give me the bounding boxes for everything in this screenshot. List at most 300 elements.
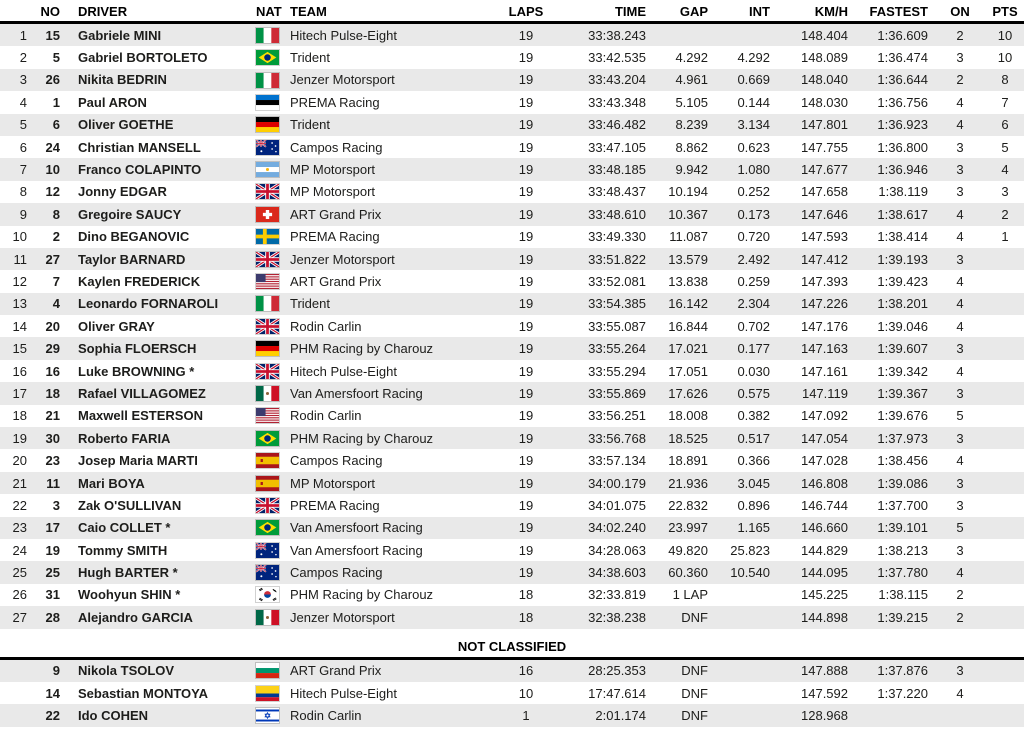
cell-fastest: 1:36.923	[877, 117, 928, 133]
cell-time: 34:38.603	[588, 565, 646, 581]
cell-kmh: 147.888	[801, 663, 848, 679]
cell-pts: 8	[1001, 72, 1009, 88]
cell-nat	[244, 315, 290, 337]
cell-no: 8	[52, 206, 60, 222]
cell-nat	[244, 658, 290, 682]
cell-pts: 1	[1001, 229, 1009, 245]
cell-nat	[244, 158, 290, 180]
cell-no: 15	[45, 27, 60, 43]
cell-nat	[244, 449, 290, 471]
cell-pos: 11	[13, 251, 27, 267]
cell-laps: 19	[518, 94, 534, 110]
result-row	[0, 360, 1024, 382]
cell-on: 5	[956, 408, 964, 424]
cell-on: 3	[956, 341, 964, 357]
cell-driver: Zak O'SULLIVAN	[78, 497, 182, 513]
cell-team: ART Grand Prix	[290, 206, 382, 222]
cell-gap: 11.087	[669, 229, 708, 245]
cell-fastest: 1:39.101	[877, 520, 928, 536]
cell-pts: 10	[997, 27, 1013, 43]
cell-int: 0.030	[737, 363, 770, 379]
cell-int: 25.823	[730, 542, 770, 558]
cell-no: 19	[45, 542, 60, 558]
cell-fastest: 1:38.617	[877, 206, 928, 222]
cell-pos: 4	[19, 94, 27, 110]
cell-gap: 10.194	[668, 184, 708, 200]
result-row	[0, 405, 1024, 427]
cell-no: 4	[52, 296, 60, 312]
cell-on: 2	[956, 609, 964, 625]
cell-kmh: 147.161	[801, 363, 848, 379]
cell-kmh: 148.089	[801, 50, 848, 66]
result-row	[0, 158, 1024, 180]
cell-time: 33:55.869	[588, 385, 646, 401]
cell-laps: 19	[518, 162, 534, 178]
cell-on: 4	[956, 206, 964, 222]
cell-team: Van Amersfoort Racing	[290, 542, 423, 558]
cell-pts	[986, 449, 1024, 471]
result-row	[0, 23, 1024, 47]
cell-no: 25	[45, 565, 60, 581]
cell-laps: 19	[518, 117, 534, 133]
cell-driver: Nikita BEDRIN	[78, 72, 167, 88]
flag-usa-icon	[256, 274, 279, 289]
cell-pos: 26	[12, 587, 27, 603]
cell-fastest: 1:36.474	[877, 50, 928, 66]
cell-no: 22	[45, 708, 60, 724]
cell-driver: Franco COLAPINTO	[78, 162, 202, 178]
cell-kmh: 147.028	[801, 453, 848, 469]
cell-int: 0.720	[737, 229, 770, 245]
flag-kor-icon	[256, 587, 279, 602]
cell-kmh: 147.801	[801, 117, 848, 133]
flag-esp-icon	[256, 453, 279, 468]
result-row	[0, 584, 1024, 606]
result-row	[0, 181, 1024, 203]
cell-laps: 10	[518, 685, 534, 701]
cell-int: 0.366	[737, 453, 770, 469]
result-row	[0, 427, 1024, 449]
cell-laps: 19	[518, 72, 534, 88]
cell-on	[934, 704, 986, 726]
result-row	[0, 472, 1024, 494]
cell-pts: 7	[1001, 94, 1009, 110]
cell-no: 18	[45, 385, 60, 401]
cell-int: 10.540	[730, 565, 770, 581]
cell-nat	[244, 517, 290, 539]
cell-driver: Josep Maria MARTI	[78, 453, 198, 469]
cell-nat	[244, 561, 290, 583]
cell-team: Jenzer Motorsport	[290, 72, 395, 88]
cell-fastest: 1:36.756	[877, 94, 928, 110]
cell-on: 4	[956, 117, 964, 133]
cell-pos: 10	[12, 229, 27, 245]
flag-ita-icon	[256, 28, 279, 43]
cell-nat	[244, 405, 290, 427]
cell-laps: 19	[518, 408, 534, 424]
cell-laps: 19	[518, 475, 534, 491]
cell-no: 16	[45, 363, 60, 379]
col-header-team: TEAM	[290, 2, 498, 23]
cell-nat	[244, 539, 290, 561]
cell-time: 34:01.075	[588, 497, 646, 513]
col-header-driver: DRIVER	[64, 2, 244, 23]
cell-laps: 19	[518, 184, 534, 200]
cell-pts	[986, 270, 1024, 292]
cell-gap: 49.820	[668, 542, 708, 558]
cell-kmh: 146.660	[801, 520, 848, 536]
cell-fastest: 1:36.609	[877, 27, 928, 43]
cell-fastest: 1:39.215	[877, 609, 928, 625]
cell-team: Hitech Pulse-Eight	[290, 685, 397, 701]
result-row	[0, 293, 1024, 315]
cell-pos: 16	[12, 363, 27, 379]
cell-pos: 12	[12, 273, 27, 289]
cell-pts: 3	[1001, 184, 1009, 200]
cell-team: Trident	[290, 117, 330, 133]
cell-kmh: 147.592	[801, 685, 848, 701]
cell-pos: 1	[19, 27, 27, 43]
cell-pos: 8	[19, 184, 27, 200]
result-row	[0, 382, 1024, 404]
cell-gap: 17.051	[668, 363, 708, 379]
cell-pos: 23	[12, 520, 27, 536]
cell-driver: Ido COHEN	[78, 708, 149, 724]
cell-nat	[244, 704, 290, 726]
cell-kmh: 147.054	[801, 430, 848, 446]
cell-driver: Gregoire SAUCY	[78, 206, 182, 222]
cell-no: 6	[52, 117, 60, 133]
cell-kmh: 147.226	[801, 296, 848, 312]
flag-gbr-icon	[256, 184, 279, 199]
result-row	[0, 517, 1024, 539]
cell-time: 32:38.238	[588, 609, 646, 625]
cell-on: 3	[956, 139, 964, 155]
cell-on: 4	[956, 685, 964, 701]
cell-team: Campos Racing	[290, 139, 383, 155]
cell-team: PREMA Racing	[290, 94, 380, 110]
cell-int: 0.702	[737, 318, 770, 334]
cell-team: MP Motorsport	[290, 162, 376, 178]
cell-driver: Tommy SMITH	[78, 542, 168, 558]
cell-pos: 21	[12, 475, 27, 491]
cell-driver: Jonny EDGAR	[78, 184, 167, 200]
col-header-gap: GAP	[652, 2, 714, 23]
cell-on: 3	[956, 663, 964, 679]
cell-gap: 13.838	[668, 273, 708, 289]
cell-team: Trident	[290, 296, 330, 312]
cell-team: Campos Racing	[290, 453, 383, 469]
flag-ger-icon	[256, 117, 279, 132]
cell-pts	[986, 405, 1024, 427]
flag-arg-icon	[256, 162, 279, 177]
cell-time: 2:01.174	[595, 708, 646, 724]
cell-laps: 19	[518, 139, 534, 155]
cell-time: 33:56.251	[588, 408, 646, 424]
cell-kmh: 147.412	[801, 251, 848, 267]
cell-pos: 17	[12, 385, 27, 401]
cell-time: 33:52.081	[588, 273, 646, 289]
cell-pts: 2	[1001, 206, 1009, 222]
result-row	[0, 203, 1024, 225]
flag-aus-icon	[256, 565, 279, 580]
result-row	[0, 248, 1024, 270]
cell-gap: DNF	[681, 609, 708, 625]
cell-no: 21	[45, 408, 60, 424]
cell-laps: 19	[518, 50, 534, 66]
cell-fastest: 1:37.973	[877, 430, 928, 446]
cell-driver: Leonardo FORNAROLI	[78, 296, 219, 312]
flag-ger-icon	[256, 341, 279, 356]
cell-pos: 27	[12, 609, 27, 625]
cell-int	[714, 584, 776, 606]
cell-pos: 20	[12, 453, 27, 469]
cell-gap: 1 LAP	[672, 587, 708, 603]
cell-no: 3	[52, 497, 60, 513]
cell-driver: Rafael VILLAGOMEZ	[78, 385, 206, 401]
cell-driver: Caio COLLET *	[78, 520, 171, 536]
flag-gbr-icon	[256, 498, 279, 513]
flag-aus-icon	[256, 140, 279, 155]
cell-kmh: 144.829	[801, 542, 848, 558]
cell-gap: 18.008	[668, 408, 708, 424]
cell-int: 0.177	[737, 341, 770, 357]
cell-gap: 10.367	[668, 206, 708, 222]
cell-no: 1	[52, 94, 60, 110]
cell-fastest: 1:39.423	[877, 273, 928, 289]
cell-laps: 19	[518, 318, 534, 334]
cell-gap	[652, 23, 714, 47]
cell-laps: 19	[518, 542, 534, 558]
cell-driver: Woohyun SHIN *	[78, 587, 181, 603]
cell-on: 3	[956, 184, 964, 200]
cell-int: 0.173	[737, 206, 770, 222]
result-row	[0, 449, 1024, 471]
cell-laps: 16	[518, 663, 534, 679]
cell-gap: 21.936	[668, 475, 708, 491]
flag-aus-icon	[256, 543, 279, 558]
cell-fastest: 1:37.780	[877, 565, 928, 581]
flag-sui-icon	[256, 207, 279, 222]
cell-nat	[244, 270, 290, 292]
flag-bra-icon	[256, 431, 279, 446]
cell-pts: 10	[997, 50, 1013, 66]
cell-team: PREMA Racing	[290, 497, 380, 513]
cell-int: 3.134	[737, 117, 770, 133]
cell-gap: 18.525	[668, 430, 708, 446]
cell-pos: 25	[12, 565, 27, 581]
flag-bul-icon	[256, 663, 279, 678]
cell-kmh: 147.393	[801, 273, 848, 289]
cell-nat	[244, 382, 290, 404]
cell-gap: 4.292	[675, 50, 708, 66]
cell-fastest: 1:39.367	[877, 385, 928, 401]
cell-time: 34:00.179	[588, 475, 646, 491]
cell-laps: 19	[518, 273, 534, 289]
cell-time: 33:42.535	[588, 50, 646, 66]
cell-int	[714, 23, 776, 47]
cell-no: 11	[46, 475, 60, 491]
cell-nat	[244, 181, 290, 203]
cell-on: 4	[956, 363, 964, 379]
result-row	[0, 539, 1024, 561]
flag-ita-icon	[256, 73, 279, 88]
cell-time: 33:48.610	[588, 206, 646, 222]
cell-fastest: 1:38.119	[878, 184, 928, 200]
cell-gap: 16.844	[668, 318, 708, 334]
cell-fastest: 1:37.220	[877, 685, 928, 701]
cell-pos: 7	[19, 162, 27, 178]
cell-team: PREMA Racing	[290, 229, 380, 245]
cell-pts	[986, 472, 1024, 494]
flag-swe-icon	[256, 229, 279, 244]
result-row	[0, 69, 1024, 91]
cell-gap: 18.891	[668, 453, 708, 469]
cell-driver: Hugh BARTER *	[78, 565, 178, 581]
cell-on: 3	[956, 542, 964, 558]
cell-kmh: 147.755	[801, 139, 848, 155]
cell-on: 3	[956, 50, 964, 66]
cell-kmh: 147.646	[801, 206, 848, 222]
cell-laps: 19	[518, 497, 534, 513]
cell-nat	[244, 494, 290, 516]
result-row	[0, 337, 1024, 359]
cell-laps: 19	[518, 520, 534, 536]
cell-driver: Taylor BARNARD	[78, 251, 186, 267]
cell-no: 7	[52, 273, 60, 289]
cell-pts	[986, 682, 1024, 704]
cell-nat	[244, 226, 290, 248]
cell-kmh: 147.119	[801, 385, 848, 401]
cell-pts	[986, 704, 1024, 726]
cell-fastest: 1:38.456	[877, 453, 928, 469]
col-header-pts: PTS	[986, 2, 1024, 23]
cell-no: 27	[45, 251, 60, 267]
result-row	[0, 226, 1024, 248]
cell-driver: Oliver GRAY	[78, 318, 155, 334]
cell-time: 32:33.819	[588, 587, 646, 603]
cell-nat	[244, 682, 290, 704]
cell-gap: 16.142	[668, 296, 708, 312]
cell-kmh: 144.095	[801, 565, 848, 581]
cell-on: 4	[956, 296, 964, 312]
cell-on: 4	[956, 318, 964, 334]
cell-no: 14	[45, 685, 60, 701]
cell-pos: 3	[19, 72, 27, 88]
cell-int: 0.382	[737, 408, 770, 424]
cell-kmh: 146.744	[801, 497, 848, 513]
cell-no: 28	[45, 609, 60, 625]
classification-table	[0, 2, 1024, 629]
cell-fastest: 1:36.644	[877, 72, 928, 88]
cell-team: Rodin Carlin	[290, 708, 362, 724]
cell-time: 33:46.482	[588, 117, 646, 133]
col-header-pos	[0, 2, 34, 23]
cell-nat	[244, 472, 290, 494]
cell-team: MP Motorsport	[290, 184, 376, 200]
cell-gap: 22.832	[668, 497, 708, 513]
cell-gap: 5.105	[675, 94, 708, 110]
cell-pts	[986, 382, 1024, 404]
cell-on: 4	[956, 453, 964, 469]
cell-kmh: 147.176	[801, 318, 848, 334]
cell-team: PHM Racing by Charouz	[290, 341, 434, 357]
cell-laps: 19	[518, 565, 534, 581]
cell-fastest: 1:38.115	[878, 587, 928, 603]
result-row	[0, 91, 1024, 113]
cell-pts: 6	[1001, 117, 1009, 133]
cell-team: Hitech Pulse-Eight	[290, 363, 397, 379]
cell-laps: 19	[518, 229, 534, 245]
cell-time: 33:38.243	[588, 27, 646, 43]
flag-gbr-icon	[256, 364, 279, 379]
cell-time: 33:57.134	[588, 453, 646, 469]
cell-on: 2	[956, 27, 964, 43]
cell-gap: 17.021	[668, 341, 708, 357]
cell-driver: Paul ARON	[78, 94, 147, 110]
cell-int: 0.144	[737, 94, 770, 110]
cell-kmh: 146.808	[801, 475, 848, 491]
cell-driver: Kaylen FREDERICK	[78, 273, 201, 289]
cell-no: 2	[52, 229, 60, 245]
cell-time: 17:47.614	[588, 685, 646, 701]
cell-time: 33:54.385	[588, 296, 646, 312]
col-header-nat: NAT	[244, 2, 290, 23]
cell-on: 3	[956, 162, 964, 178]
cell-gap: 60.360	[668, 565, 708, 581]
cell-gap: 13.579	[668, 251, 708, 267]
cell-gap: 17.626	[668, 385, 708, 401]
result-row	[0, 315, 1024, 337]
cell-nat	[244, 360, 290, 382]
cell-kmh: 147.092	[801, 408, 848, 424]
cell-nat	[244, 584, 290, 606]
cell-team: PHM Racing by Charouz	[290, 587, 434, 603]
cell-laps: 19	[518, 206, 534, 222]
cell-pts	[986, 315, 1024, 337]
cell-fastest: 1:39.676	[877, 408, 928, 424]
cell-laps: 19	[518, 430, 534, 446]
result-row	[0, 606, 1024, 628]
cell-time: 34:28.063	[588, 542, 646, 558]
cell-gap: DNF	[681, 708, 708, 724]
cell-pts	[986, 539, 1024, 561]
cell-laps: 19	[518, 27, 534, 43]
result-row	[0, 682, 1024, 704]
header-row	[0, 2, 1024, 23]
cell-no: 20	[45, 318, 60, 334]
cell-laps: 18	[518, 609, 534, 625]
cell-nat	[244, 69, 290, 91]
cell-pts	[986, 337, 1024, 359]
cell-driver: Sophia FLOERSCH	[78, 341, 197, 357]
cell-on: 3	[956, 251, 964, 267]
cell-time: 34:02.240	[588, 520, 646, 536]
cell-team: ART Grand Prix	[290, 273, 382, 289]
cell-fastest: 1:39.046	[877, 318, 928, 334]
cell-laps: 19	[518, 341, 534, 357]
cell-fastest: 1:39.193	[877, 251, 928, 267]
result-row	[0, 561, 1024, 583]
cell-int	[714, 606, 776, 628]
cell-pos: 13	[12, 296, 27, 312]
cell-pos: 5	[19, 117, 27, 133]
flag-bra-icon	[256, 50, 279, 65]
cell-pts	[986, 561, 1024, 583]
cell-time: 33:55.264	[588, 341, 646, 357]
cell-laps: 19	[518, 385, 534, 401]
cell-driver: Roberto FARIA	[78, 430, 171, 446]
